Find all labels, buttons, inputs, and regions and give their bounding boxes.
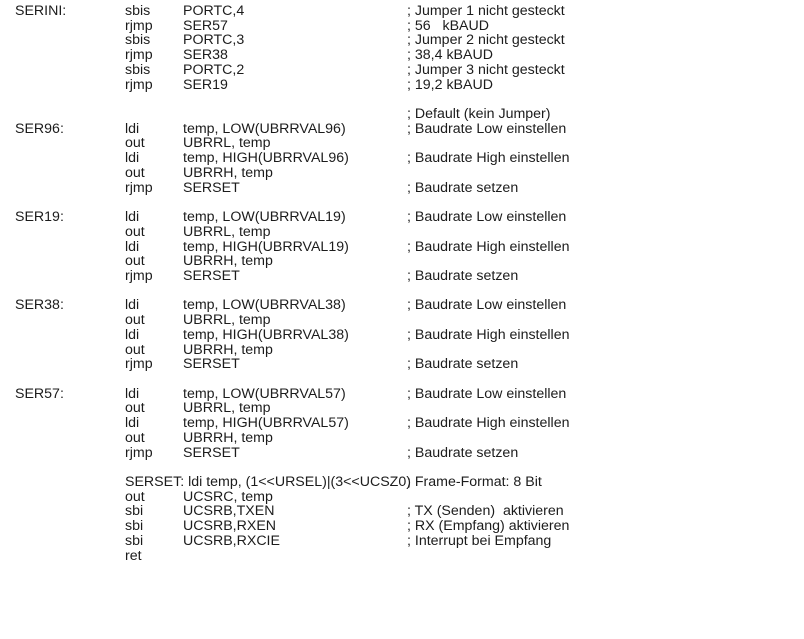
code-mnemonic: ret: [125, 547, 142, 564]
code-mnemonic: out: [125, 488, 145, 505]
code-line: [0, 195, 804, 210]
code-operand: SERSET: [183, 267, 240, 284]
code-line: [0, 401, 804, 416]
code-line: [0, 4, 804, 19]
code-operand: UBRRH, temp: [183, 164, 273, 181]
code-comment: ; Baudrate setzen: [407, 444, 519, 461]
code-mnemonic: sbi: [125, 518, 144, 535]
code-mnemonic: sbis: [125, 3, 151, 19]
code-label: SER57:: [15, 385, 64, 402]
code-operand: SER57: [183, 17, 228, 34]
code-comment: ; RX (Empfang) aktivieren: [407, 518, 570, 535]
code-comment: ; Baudrate High einstellen: [407, 415, 570, 432]
code-mnemonic: ldi: [125, 120, 140, 137]
code-comment: ; Baudrate Low einstellen: [407, 209, 567, 226]
code-comment: ; 19,2 kBAUD: [407, 76, 493, 93]
code-line: [0, 33, 804, 48]
code-mnemonic: out: [125, 341, 145, 358]
code-line: [0, 166, 804, 181]
code-operand: temp, LOW(UBRRVAL38): [183, 297, 346, 314]
code-line: [0, 151, 804, 166]
code-comment: ; Baudrate setzen: [407, 267, 519, 284]
code-comment: ; Baudrate High einstellen: [407, 326, 570, 343]
code-mnemonic: ldi: [125, 238, 140, 255]
code-mnemonic: out: [125, 312, 145, 329]
code-line: [0, 298, 804, 313]
code-mnemonic: rjmp: [125, 356, 153, 373]
code-line: [0, 225, 804, 240]
code-line: [0, 313, 804, 328]
code-comment: ; Baudrate Low einstellen: [407, 297, 567, 314]
code-line: [0, 136, 804, 151]
code-line: [0, 122, 804, 137]
code-comment: ; Baudrate setzen: [407, 356, 519, 373]
code-mnemonic: sbi: [125, 503, 144, 520]
code-operand: SERSET: [183, 179, 240, 196]
code-line: [0, 343, 804, 358]
code-operand: temp, LOW(UBRRVAL19): [183, 209, 346, 226]
code-operand: UCSRC, temp: [183, 488, 273, 505]
code-operand: UBRRH, temp: [183, 429, 273, 446]
code-line: [0, 19, 804, 34]
code-line: [0, 240, 804, 255]
code-operand: UCSRB,RXEN: [183, 518, 277, 535]
code-mnemonic: out: [125, 135, 145, 152]
code-mnemonic: rjmp: [125, 47, 153, 64]
code-operand: UBRRL, temp: [183, 400, 271, 417]
code-comment: ; TX (Senden) aktivieren: [407, 503, 564, 520]
code-mnemonic: out: [125, 429, 145, 446]
code-mnemonic: sbi: [125, 532, 144, 549]
code-operand: temp, HIGH(UBRRVAL38): [183, 326, 349, 343]
code-mnemonic: rjmp: [125, 267, 153, 284]
code-line: [0, 475, 804, 490]
code-operand: temp, LOW(UBRRVAL96): [183, 120, 346, 137]
code-mnemonic: ldi: [125, 297, 140, 314]
code-mnemonic: rjmp: [125, 444, 153, 461]
code-label: SER96:: [15, 120, 64, 137]
code-mnemonic: ldi: [125, 209, 140, 226]
code-comment: ; 56 kBAUD: [407, 17, 490, 34]
code-line: [0, 504, 804, 519]
code-comment: ; Jumper 3 nicht gesteckt: [407, 61, 565, 78]
code-line: [0, 92, 804, 107]
code-operand: PORTC,3: [183, 32, 245, 49]
code-line: [0, 416, 804, 431]
code-line: [0, 284, 804, 299]
code-line: [0, 48, 804, 63]
code-line: [0, 210, 804, 225]
code-mnemonic: out: [125, 253, 145, 270]
code-operand: UCSRB,RXCIE: [183, 532, 280, 549]
code-line: [0, 269, 804, 284]
code-line: [0, 431, 804, 446]
code-mnemonic: ldi: [125, 415, 140, 432]
code-operand: UBRRL, temp: [183, 135, 271, 152]
code-operand: UBRRH, temp: [183, 341, 273, 358]
code-mnemonic: sbis: [125, 61, 151, 78]
code-mnemonic: ldi: [125, 385, 140, 402]
code-label: SERINI:: [15, 3, 67, 19]
code-comment: ; Jumper 2 nicht gesteckt: [407, 32, 565, 49]
code-mnemonic: out: [125, 164, 145, 181]
code-line: [0, 446, 804, 461]
code-label: SER38:: [15, 297, 64, 314]
code-comment: ; Baudrate High einstellen: [407, 238, 570, 255]
code-line: [0, 490, 804, 505]
code-comment: ; Frame-Format: 8 Bit: [407, 474, 542, 491]
code-operand: UCSRB,TXEN: [183, 503, 275, 520]
code-operand: temp, HIGH(UBRRVAL96): [183, 150, 349, 167]
code-operand: PORTC,4: [183, 3, 245, 19]
code-comment: ; Baudrate Low einstellen: [407, 385, 567, 402]
code-comment: ; Interrupt bei Empfang: [407, 532, 552, 549]
code-mnemonic: rjmp: [125, 17, 153, 34]
code-operand: UBRRH, temp: [183, 253, 273, 270]
code-mnemonic: rjmp: [125, 76, 153, 93]
code-line: [0, 328, 804, 343]
code-operand: temp, LOW(UBRRVAL57): [183, 385, 346, 402]
code-line: [0, 63, 804, 78]
code-label: SER19:: [15, 209, 64, 226]
code-operand: SER38: [183, 47, 228, 64]
code-line: [0, 519, 804, 534]
code-line: [0, 372, 804, 387]
code-comment: ; Baudrate setzen: [407, 179, 519, 196]
code-line: [0, 357, 804, 372]
code-line: [0, 181, 804, 196]
code-operand: SERSET: [183, 356, 240, 373]
code-line: [0, 107, 804, 122]
code-operand: temp, HIGH(UBRRVAL57): [183, 415, 349, 432]
code-operand: SERSET: [183, 444, 240, 461]
code-line: [0, 78, 804, 93]
code-line: [0, 534, 804, 549]
code-mnemonic: ldi: [125, 150, 140, 167]
code-operand: temp, HIGH(UBRRVAL19): [183, 238, 349, 255]
code-mnemonic: ldi: [125, 326, 140, 343]
code-operand: PORTC,2: [183, 61, 245, 78]
code-mnemonic: out: [125, 223, 145, 240]
code-mnemonic: out: [125, 400, 145, 417]
code-mnemonic: SERSET: ldi temp, (1<<URSEL)|(3<<UCSZ0): [125, 474, 411, 491]
code-comment: ; Jumper 1 nicht gesteckt: [407, 3, 565, 19]
code-line: [0, 549, 804, 564]
code-mnemonic: rjmp: [125, 179, 153, 196]
code-operand: UBRRL, temp: [183, 312, 271, 329]
code-comment: ; Default (kein Jumper): [407, 106, 551, 123]
code-comment: ; Baudrate High einstellen: [407, 150, 570, 167]
code-mnemonic: sbis: [125, 32, 151, 49]
code-comment: ; Baudrate Low einstellen: [407, 120, 567, 137]
code-line: [0, 254, 804, 269]
code-operand: SER19: [183, 76, 228, 93]
code-line: [0, 387, 804, 402]
code-comment: ; 38,4 kBAUD: [407, 47, 493, 64]
code-operand: UBRRL, temp: [183, 223, 271, 240]
